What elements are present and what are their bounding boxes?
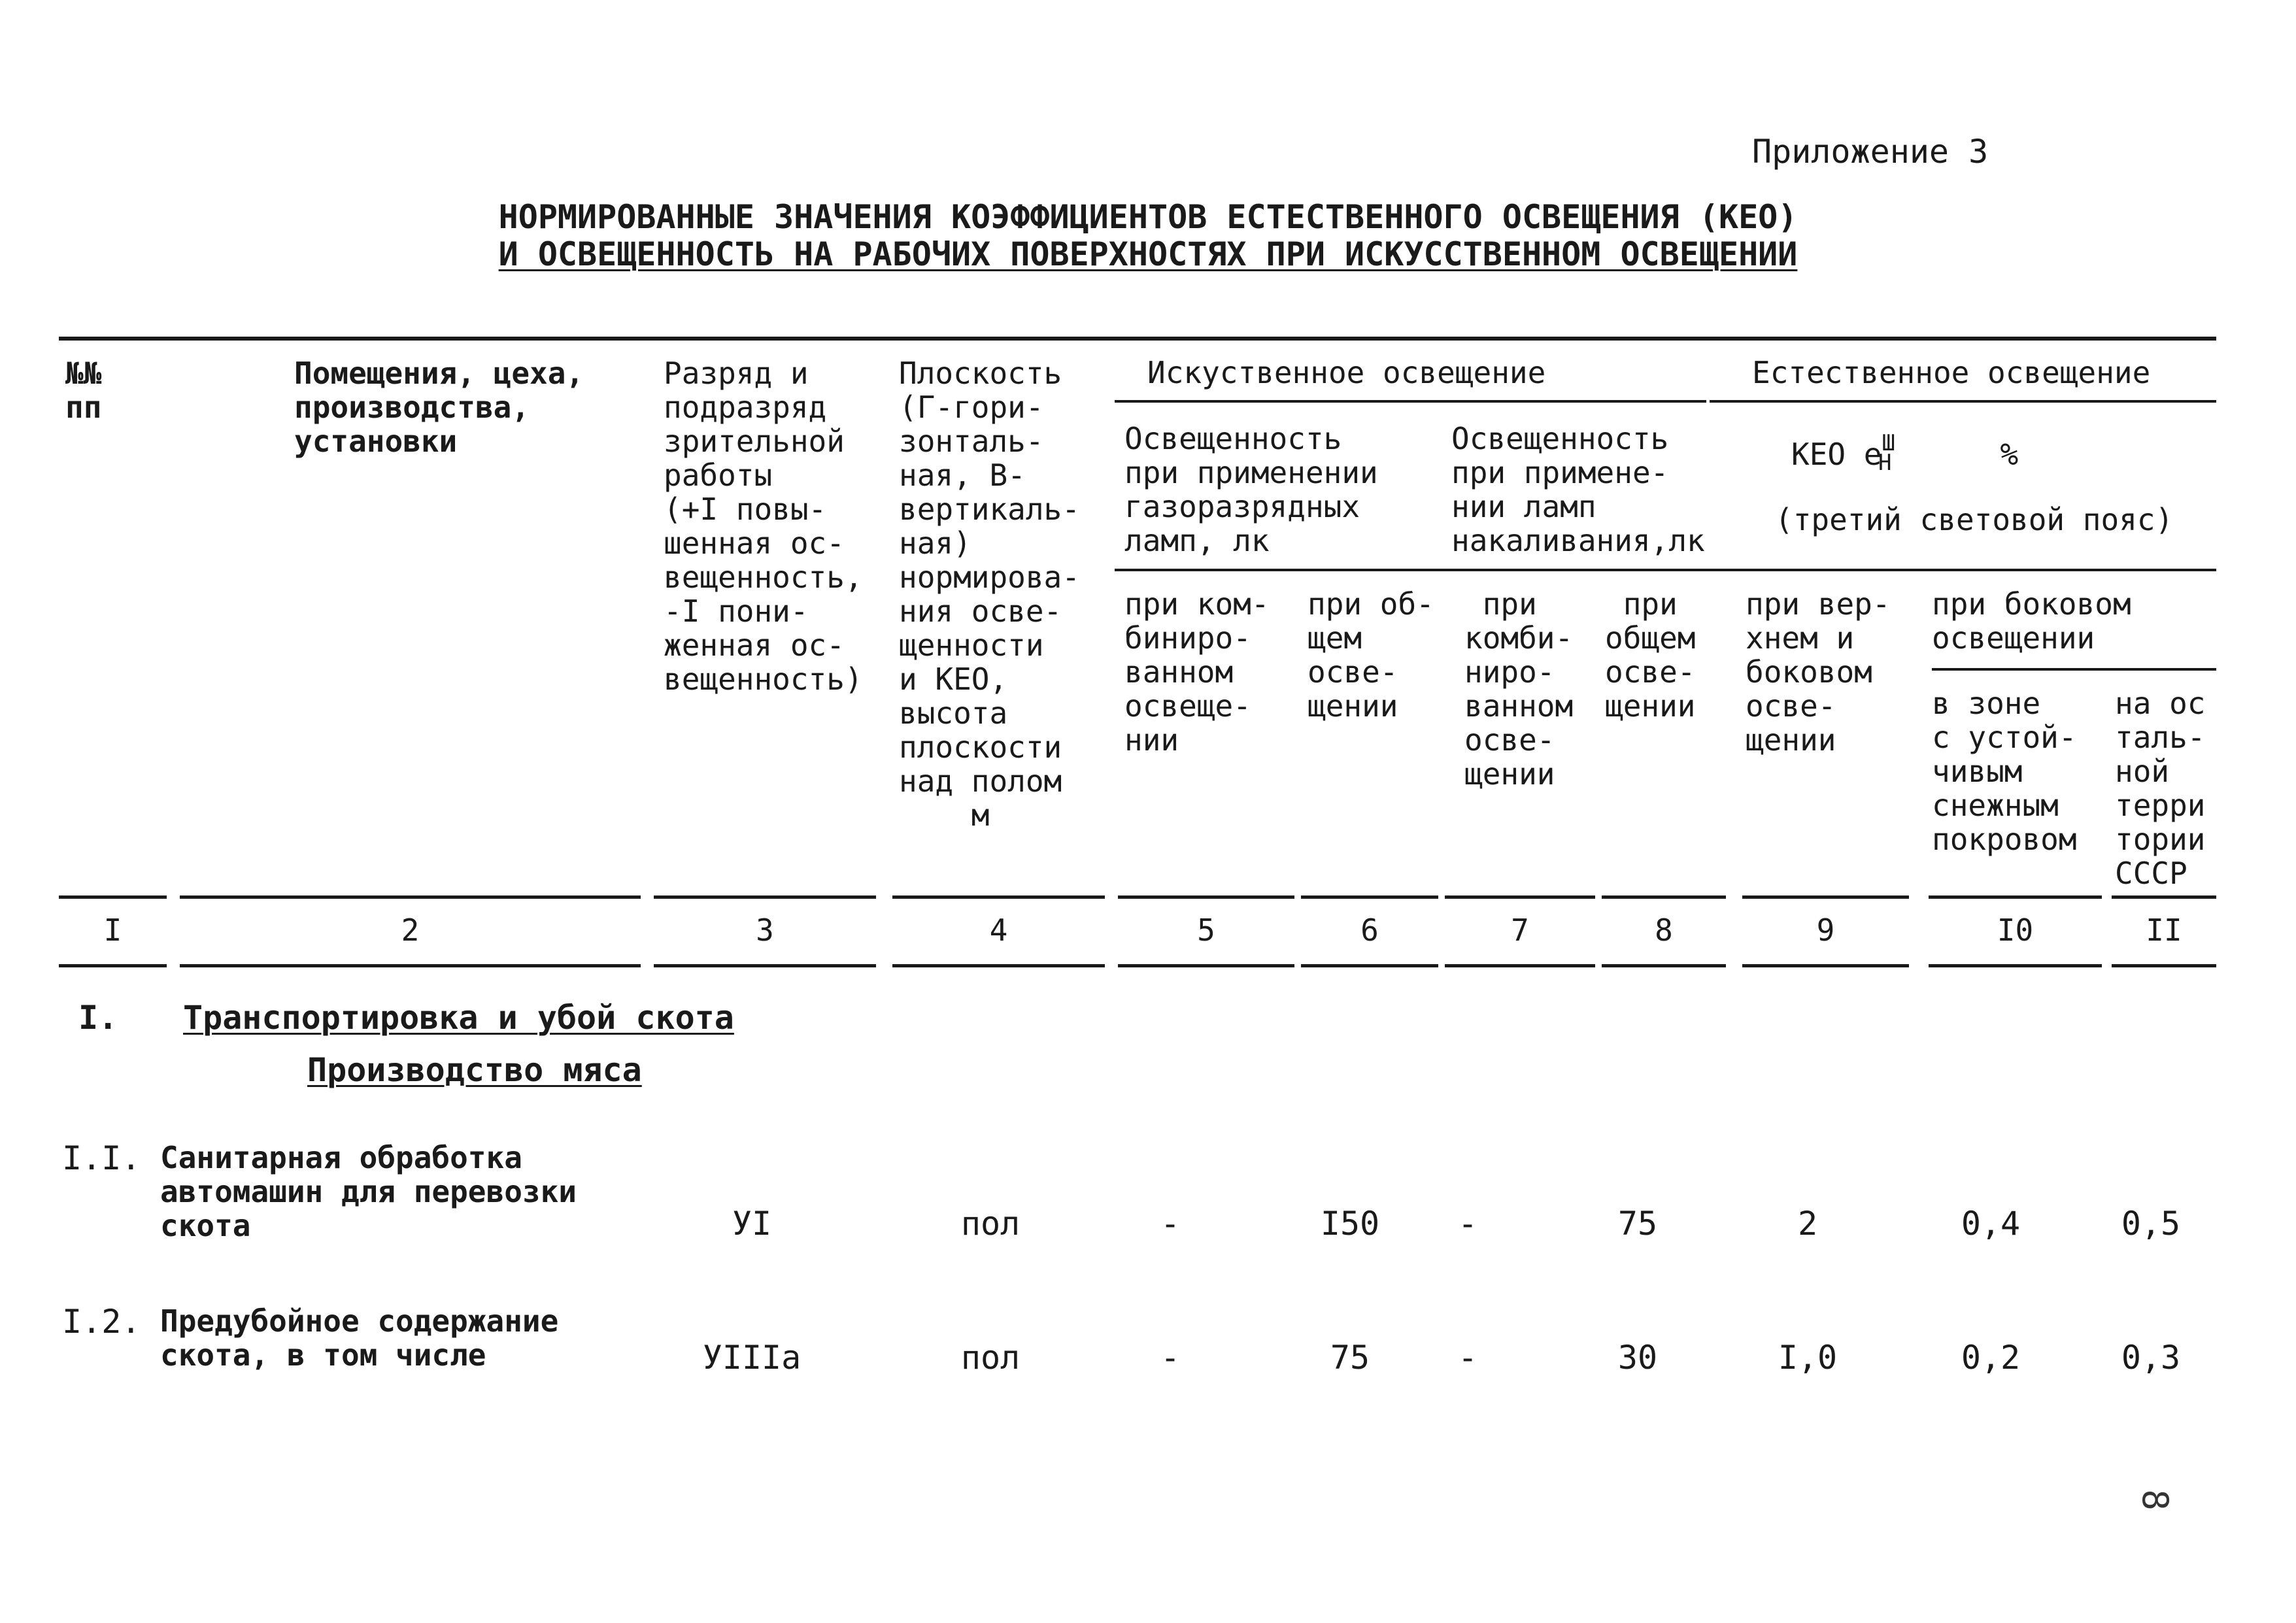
row-2-col6: 75: [1330, 1339, 1370, 1377]
natural-rule: [1710, 400, 2216, 403]
header-col-2: Помещения, цеха, производства, установки: [294, 356, 584, 459]
keo-percent: %: [2000, 437, 2019, 472]
colnum-bottom-rule-10: [1929, 964, 2102, 967]
header-gas-discharge: Освещенность при применении газоразрядных ламп, лк: [1124, 421, 1378, 558]
header-bottom-rule-7: [1445, 895, 1595, 899]
row-1-col11: 0,5: [2121, 1205, 2181, 1243]
keo-sup: Ш: [1882, 430, 1895, 456]
row-2-num: I.2.: [62, 1303, 141, 1341]
row-2-grade: УIIIа: [702, 1339, 802, 1377]
header-light-belt: (третий световой пояс): [1775, 502, 2174, 537]
header-col-8: при общем осве- щении: [1605, 586, 1696, 724]
header-bottom-rule-3: [654, 895, 876, 899]
col-number-11: II: [2146, 912, 2182, 948]
header-bottom-rule-8: [1602, 895, 1726, 899]
header-col-9: при вер- хнем и боковом осве- щении: [1746, 586, 1891, 758]
colnum-bottom-rule-5: [1118, 964, 1294, 967]
header-bottom-rule-11: [2112, 895, 2216, 899]
col-number-9: 9: [1816, 912, 1835, 948]
row-1-col10: 0,4: [1961, 1205, 2021, 1243]
col-number-10: I0: [1997, 912, 2034, 948]
colnum-bottom-rule-9: [1742, 964, 1909, 967]
title-line-1: НОРМИРОВАННЫЕ ЗНАЧЕНИЯ КОЭФФИЦИЕНТОВ ЕСТЕСТВЕННОГО ОСВЕЩЕНИЯ (КЕО): [498, 198, 1798, 236]
header-bottom-rule-6: [1301, 895, 1438, 899]
row-1-col8: 75: [1617, 1205, 1658, 1243]
header-bottom-rule-5: [1118, 895, 1294, 899]
row-1-col5: -: [1160, 1205, 1181, 1243]
col-number-6: 6: [1360, 912, 1379, 948]
header-col-4: Плоскость (Г-гори- зонталь- ная, В- вертикаль- ная) нормирова- ния осве- щенности и КЕО, высота плоскости над полом м: [899, 356, 1080, 833]
section-subtitle: Производство мяса: [307, 1051, 642, 1089]
appendix-label: Приложение 3: [1752, 133, 1989, 171]
row-2-col9: I,0: [1778, 1339, 1838, 1377]
row-2-col11: 0,3: [2121, 1339, 2181, 1377]
header-side-lighting: при боковом освещении: [1932, 586, 2131, 656]
header-col-5: при ком- биниро- ванном освеще- нии: [1124, 586, 1270, 758]
colnum-bottom-rule-2: [180, 964, 641, 967]
colnum-bottom-rule-3: [654, 964, 876, 967]
side-lighting-rule: [1932, 668, 2216, 671]
col-number-3: 3: [756, 912, 774, 948]
row-1-col9: 2: [1797, 1205, 1818, 1243]
header-artificial-lighting: Искуственное освещение: [1147, 355, 1546, 390]
keo-sub: Н: [1878, 450, 1892, 476]
col-number-2: 2: [401, 912, 420, 948]
header-col-1: №№ пп: [65, 356, 102, 425]
header-keo: [1791, 430, 2019, 476]
colnum-bottom-rule-6: [1301, 964, 1438, 967]
header-natural-lighting: Естественное освещение: [1752, 355, 2151, 390]
colnum-bottom-rule-8: [1602, 964, 1726, 967]
col-number-8: 8: [1655, 912, 1673, 948]
row-2-plane: пол: [960, 1339, 1021, 1377]
colnum-bottom-rule-4: [892, 964, 1105, 967]
table-top-rule: [59, 337, 2216, 341]
row-2-col5: -: [1160, 1339, 1181, 1377]
col-number-4: 4: [989, 912, 1008, 948]
page-mark: 8: [2134, 1489, 2176, 1511]
row-1-grade: УI: [732, 1205, 772, 1243]
section-number: I.: [78, 999, 118, 1037]
row-1-plane: пол: [960, 1205, 1021, 1243]
row-1-name: Санитарная обработка автомашин для перевозки скота: [160, 1140, 577, 1243]
artificial-rule: [1115, 400, 1706, 403]
col-number-1: I: [103, 912, 122, 948]
row-1-col7: -: [1457, 1205, 1478, 1243]
header-bottom-rule-4: [892, 895, 1105, 899]
header-incandescent: Освещенность при примене- нии ламп накаливания,лк: [1451, 421, 1705, 558]
col-number-7: 7: [1511, 912, 1529, 948]
colnum-bottom-rule-7: [1445, 964, 1595, 967]
title-line-2: И ОСВЕЩЕННОСТЬ НА РАБОЧИХ ПОВЕРХНОСТЯХ ПРИ ИСКУССТВЕННОМ ОСВЕЩЕНИИ: [498, 235, 1798, 273]
col-number-5: 5: [1197, 912, 1215, 948]
row-2-col7: -: [1457, 1339, 1478, 1377]
row-1-num: I.I.: [62, 1139, 141, 1177]
header-bottom-rule-2: [180, 895, 641, 899]
header-col-10: в зоне с устой- чивым снежным покровом: [1932, 686, 2077, 857]
colnum-bottom-rule-1: [59, 964, 167, 967]
header-col-3: Разряд и подразряд зрительной работы (+I повы- шенная ос- вещенность, -I пони- женная ос- вещенность): [664, 356, 863, 697]
row-1-col6: I50: [1320, 1205, 1380, 1243]
colnum-bottom-rule-11: [2112, 964, 2216, 967]
illum-rule: [1115, 569, 2216, 571]
header-bottom-rule-1: [59, 895, 167, 899]
row-2-col10: 0,2: [1961, 1339, 2021, 1377]
header-col-6: при об- щем осве- щении: [1308, 586, 1434, 724]
header-bottom-rule-10: [1929, 895, 2102, 899]
header-bottom-rule-9: [1742, 895, 1909, 899]
row-2-col8: 30: [1617, 1339, 1658, 1377]
row-2-name: Предубойное содержание скота, в том числе: [160, 1303, 559, 1373]
header-col-7: при комби- ниро- ванном осве- щении: [1464, 586, 1574, 792]
header-col-11: на ос таль- ной терри тории СССР: [2115, 686, 2206, 891]
section-title: Транспортировка и убой скота: [183, 999, 734, 1037]
keo-prefix: КЕО е: [1791, 437, 1882, 472]
